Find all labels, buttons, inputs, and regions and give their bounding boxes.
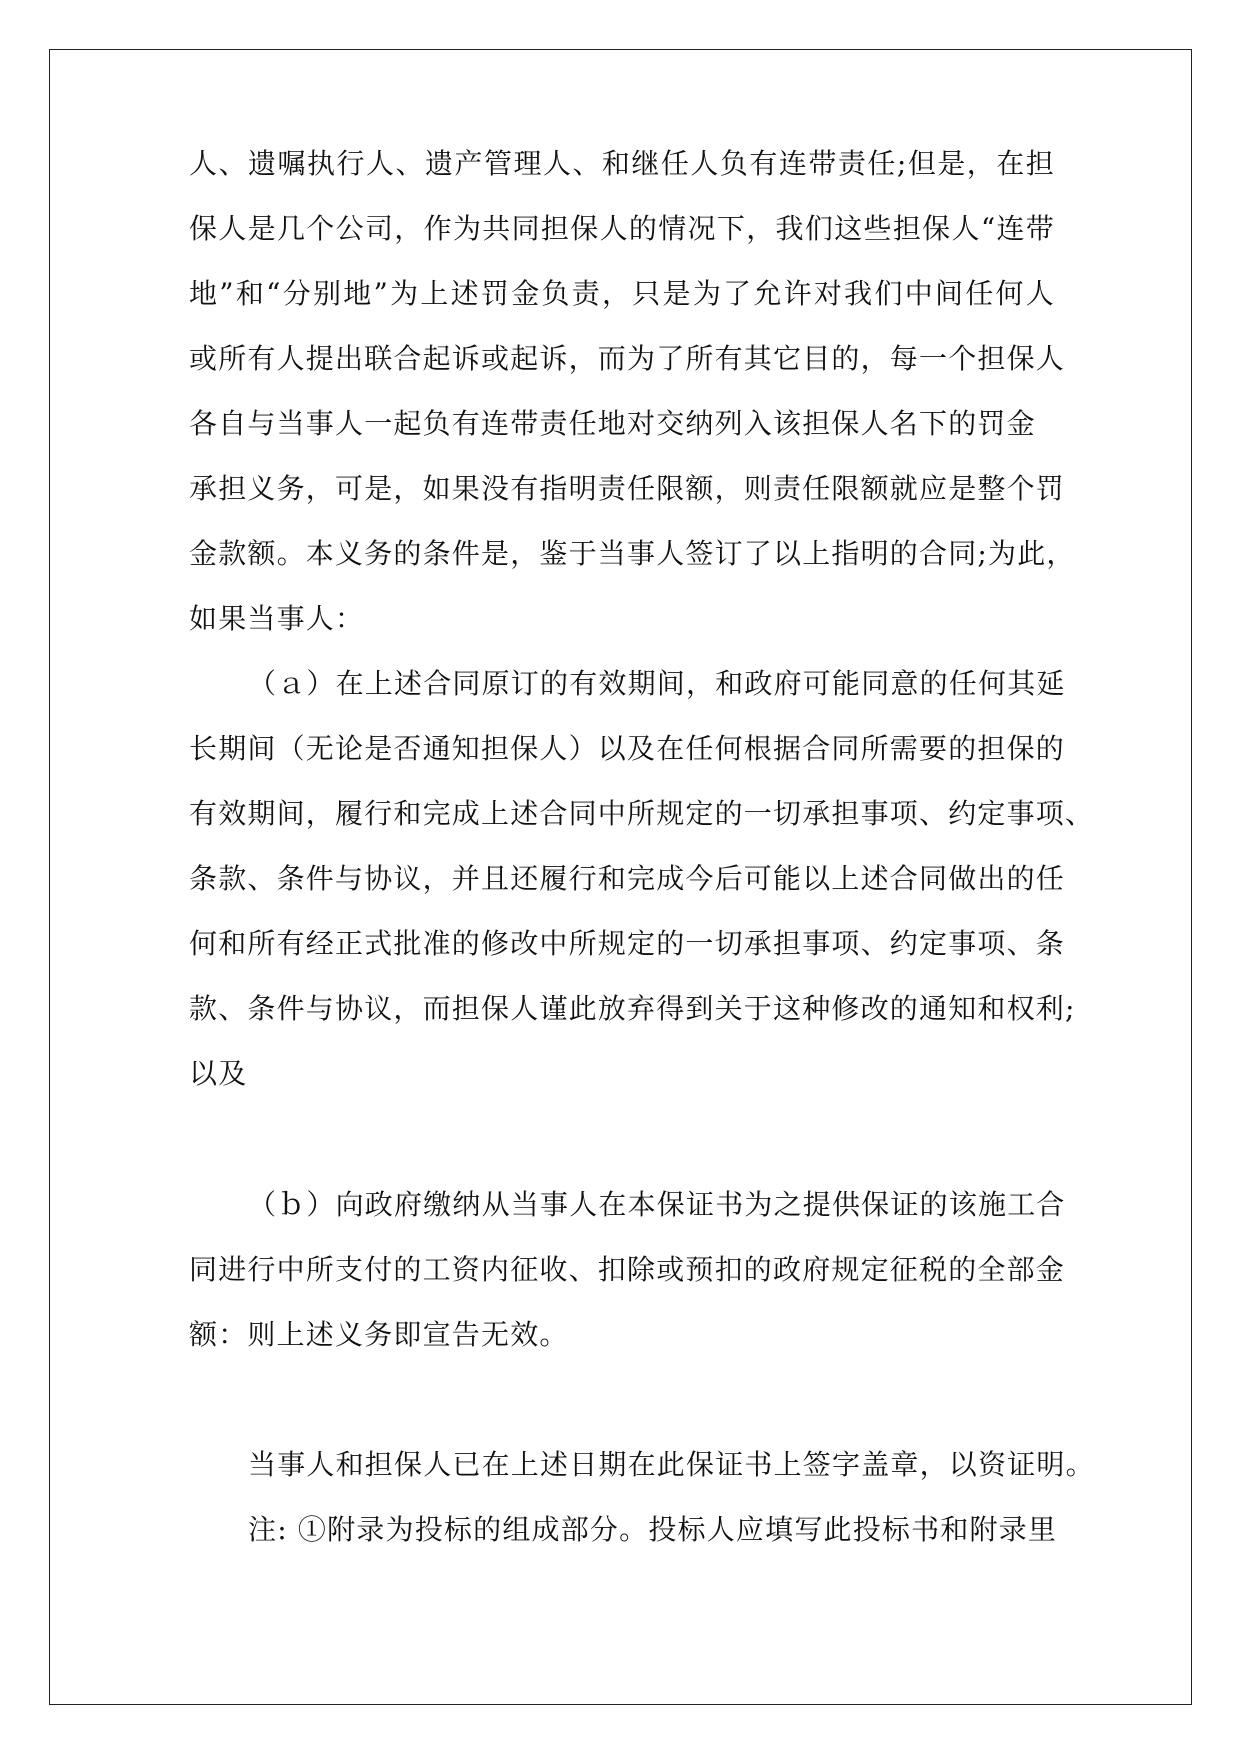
text-line: 长期间（无论是否通知担保人）以及在任何根据合同所需要的担保的 xyxy=(189,732,1066,765)
text-line: 承担义务，可是，如果没有指明责任限额，则责任限额就应是整个罚 xyxy=(189,472,1066,505)
text-line: 或所有人提出联合起诉或起诉，而为了所有其它目的，每一个担保人 xyxy=(189,342,1066,375)
text-line: 额：则上述义务即宣告无效。 xyxy=(189,1318,569,1351)
note-line: 注: ①附录为投标的组成部分。投标人应填写此投标书和附录里 xyxy=(248,1513,1058,1546)
clause-b-start: （ｂ）向政府缴纳从当事人在本保证书为之提供保证的该施工合 xyxy=(248,1188,1066,1221)
text-line: 如果当事人： xyxy=(189,602,365,635)
text-line: 以及 xyxy=(189,1057,248,1090)
text-line: 地”和“分别地”为上述罚金负责，只是为了允许对我们中间任何人 xyxy=(189,277,1055,310)
text-line: 金款额。本义务的条件是，鉴于当事人签订了以上指明的合同;为此， xyxy=(189,537,1076,570)
text-line: 各自与当事人一起负有连带责任地对交纳列入该担保人名下的罚金 xyxy=(189,407,1036,440)
text-line: 何和所有经正式批准的修改中所规定的一切承担事项、约定事项、条 xyxy=(189,927,1066,960)
attestation-line: 当事人和担保人已在上述日期在此保证书上签字盖章，以资证明。 xyxy=(248,1448,1095,1481)
text-line: 人、遗嘱执行人、遗产管理人、和继任人负有连带责任;但是，在担 xyxy=(189,147,1055,180)
text-line: 同进行中所支付的工资内征收、扣除或预扣的政府规定征税的全部金 xyxy=(189,1253,1066,1286)
text-line: 保人是几个公司，作为共同担保人的情况下，我们这些担保人“连带 xyxy=(189,212,1055,245)
text-line: 有效期间，履行和完成上述合同中所规定的一切承担事项、约定事项、 xyxy=(189,797,1095,830)
clause-a-start: （ａ）在上述合同原订的有效期间，和政府可能同意的任何其延 xyxy=(248,667,1066,700)
text-line: 款、条件与协议，而担保人谨此放弃得到关于这种修改的通知和权利; xyxy=(189,992,1076,1025)
text-line: 条款、条件与协议，并且还履行和完成今后可能以上述合同做出的任 xyxy=(189,862,1066,895)
